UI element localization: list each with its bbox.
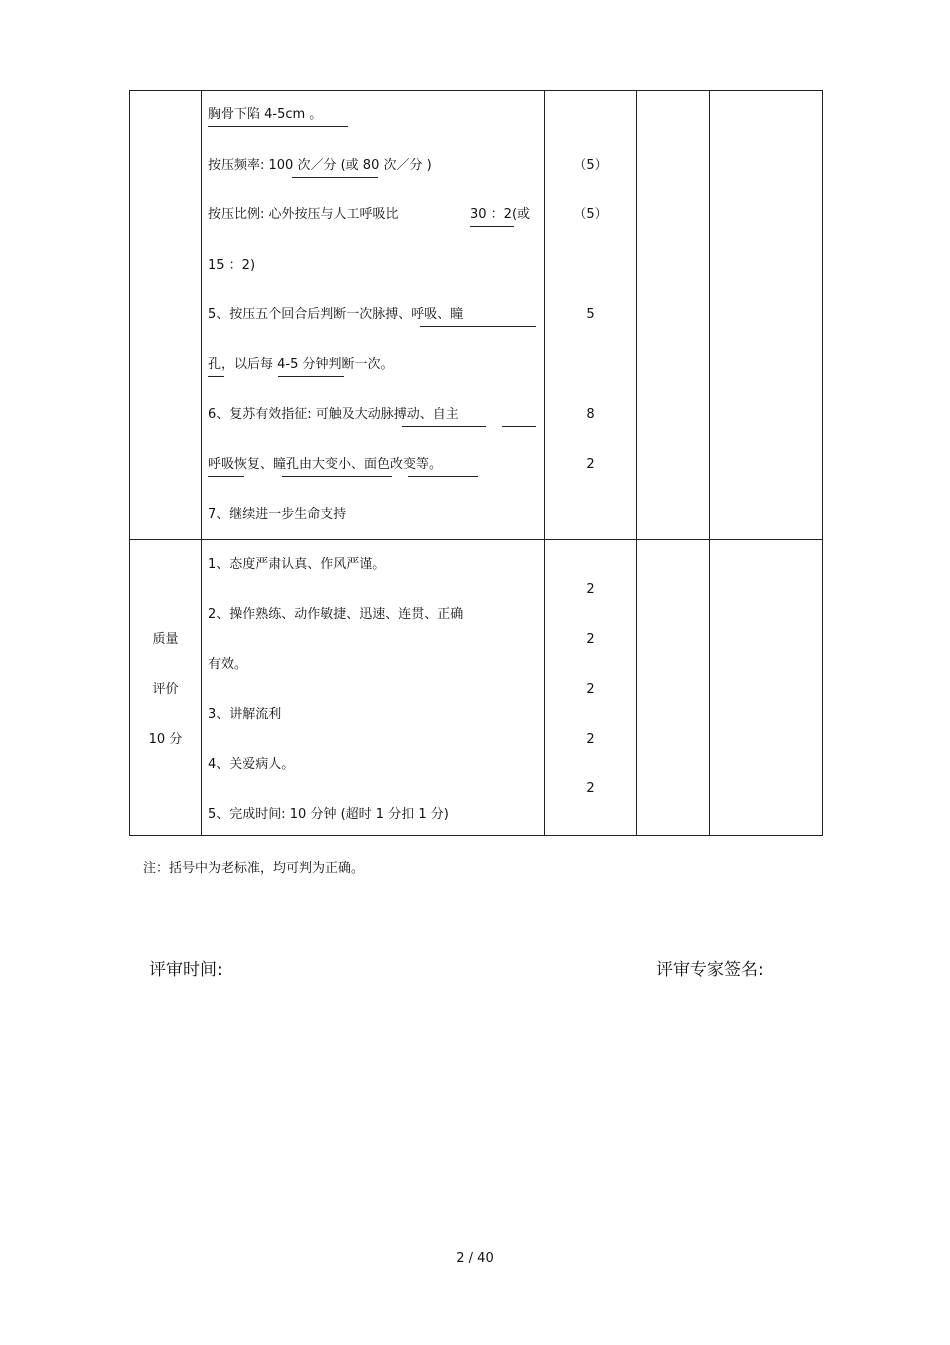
column-divider (709, 91, 710, 835)
content-line: 5、按压五个回合后判断一次脉搏、呼吸、瞳 (208, 307, 464, 322)
content-line: 15 ：2) (208, 258, 256, 273)
content-line: 2、操作熟练、动作敏捷、迅速、连贯、正确 (208, 607, 464, 622)
content-line: 5、完成时间: 10 分钟 (超时 1 分扣 1 分) (208, 807, 449, 822)
fill-blank-underline (282, 476, 392, 477)
fill-blank-underline (208, 126, 348, 127)
page-number: 2 / 40 (456, 1251, 494, 1266)
score-value: （5） (573, 207, 608, 222)
score-value: 2 (586, 457, 595, 472)
category-label: 质量 (152, 632, 179, 647)
content-line: 6、复苏有效指征: 可触及大动脉搏动、自主 (208, 407, 459, 422)
score-value: 2 (586, 682, 595, 697)
fill-blank-underline (402, 426, 486, 427)
fill-blank-underline (470, 226, 514, 227)
fill-blank-underline (420, 326, 536, 327)
footnote: 注：括号中为老标准，均可判为正确。 (143, 861, 365, 876)
score-value: 2 (586, 732, 595, 747)
content-line: 30 ：2(或 (470, 207, 531, 222)
fill-blank-underline (292, 177, 378, 178)
content-line: 按压比例: 心外按压与人工呼吸比 (208, 207, 399, 222)
fill-blank-underline (278, 376, 344, 377)
category-label: 评价 (152, 682, 179, 697)
row-divider (130, 539, 822, 540)
content-line: 胸骨下陷 4-5cm 。 (208, 107, 323, 122)
fill-blank-underline (208, 376, 224, 377)
content-line: 1、态度严肃认真、作风严谨。 (208, 557, 386, 572)
fill-blank-underline (408, 476, 478, 477)
score-value: （5） (573, 158, 608, 173)
content-line: 3、讲解流利 (208, 707, 282, 722)
score-value: 2 (586, 632, 595, 647)
content-line: 呼吸恢复、瞳孔由大变小、面色改变等。 (208, 457, 443, 472)
fill-blank-underline (208, 476, 244, 477)
expert-signature-label: 评审专家签名: (656, 960, 764, 980)
column-divider (636, 91, 637, 835)
content-line: 按压频率: 100 次／分 (或 80 次／分 ) (208, 158, 432, 173)
column-divider (201, 91, 202, 835)
content-line: 有效。 (208, 657, 248, 672)
content-line: 孔，以后每 4-5 分钟判断一次。 (208, 357, 394, 372)
content-line: 7、继续进一步生命支持 (208, 507, 347, 522)
category-label: 10 分 (148, 732, 183, 747)
fill-blank-underline (502, 426, 536, 427)
score-value: 8 (586, 407, 595, 422)
review-time-label: 评审时间: (149, 960, 223, 980)
score-value: 5 (586, 307, 595, 322)
scoring-table (129, 90, 823, 836)
content-line: 4、关爱病人。 (208, 757, 295, 772)
score-value: 2 (586, 781, 595, 796)
score-value: 2 (586, 582, 595, 597)
